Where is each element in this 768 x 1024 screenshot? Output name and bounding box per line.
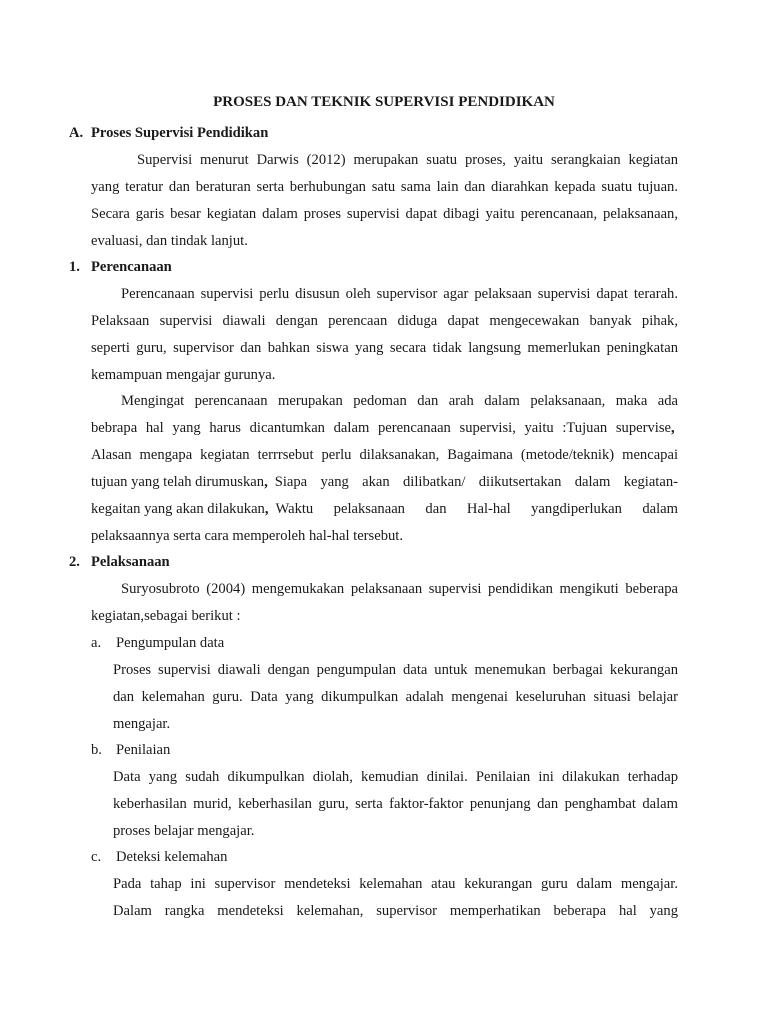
item-b-marker: b.	[91, 742, 102, 758]
bold-comma: ,	[264, 474, 268, 490]
bold-comma: ,	[671, 420, 675, 436]
section-2-marker: 2.	[69, 554, 80, 570]
section-2-intro-line: Suryosubroto (2004) mengemukakan pelaksanaan supervisi pendidikan mengikuti beberapa	[121, 581, 678, 597]
section-1-para2-line: Alasan mengapa kegiatan terrrsebut perlu dilaksanakan, Bagaimana (metode/teknik) mencapai	[91, 447, 678, 463]
section-a-para-line: yang teratur dan beraturan serta berhubungan satu sama lain dan diarahkan kepada suatu tujuan.	[91, 179, 678, 195]
section-a-para-line: Secara garis besar kegiatan dalam proses supervisi dapat dibagi yaitu perencanaan, pelaksanaan,	[91, 206, 678, 222]
section-2-intro-line: kegiatan,sebagai berikut :	[91, 608, 241, 624]
section-a-marker: A.	[69, 125, 84, 141]
section-1-para2-line-wrap	[91, 502, 678, 517]
section-1-para2-line-wrap	[91, 475, 678, 490]
section-1-para-line: kemampuan mengajar gurunya.	[91, 367, 276, 383]
bold-comma: ,	[264, 501, 269, 517]
section-1-para2-line: tujuan yang telah dirumuskan	[91, 474, 265, 490]
item-c-line: Pada tahap ini supervisor mendeteksi kelemahan atau kekurangan guru dalam mengajar.	[113, 876, 678, 892]
section-1-para2-line-wrap	[91, 421, 678, 436]
section-a-para-line: Supervisi menurut Darwis (2012) merupakan suatu proses, yaitu serangkaian kegiatan	[137, 152, 678, 168]
section-a-para-line: evaluasi, dan tindak lanjut.	[91, 233, 248, 249]
section-1-para-line: seperti guru, supervisor dan bahkan siswa yang secara tidak langsung memerlukan peningkatan	[91, 340, 678, 356]
item-b-label: Penilaian	[116, 742, 171, 758]
section-1-para-line: Perencanaan supervisi perlu disusun oleh supervisor agar pelaksaan supervisi dapat terarah.	[121, 286, 678, 302]
item-c-marker: c.	[91, 849, 102, 865]
section-2-heading: Pelaksanaan	[91, 554, 170, 570]
section-1-para2-line: pelaksaannya serta cara memperoleh hal-hal tersebut.	[91, 528, 403, 544]
section-1-para2-line: Mengingat perencanaan merupakan pedoman dan arah dalam pelaksanaan, maka ada	[121, 393, 678, 409]
item-a-marker: a.	[91, 635, 102, 651]
section-1-marker: 1.	[69, 259, 80, 275]
document-title: PROSES DAN TEKNIK SUPERVISI PENDIDIKAN	[213, 94, 555, 110]
section-1-para2-line: Waktu pelaksanaan dan Hal-hal yangdiperlukan dalam	[275, 501, 678, 517]
section-a-heading: Proses Supervisi Pendidikan	[91, 125, 269, 141]
section-1-para2-line: bebrapa hal yang harus dicantumkan dalam perencanaan supervisi, yaitu :Tujuan supervise	[91, 420, 671, 436]
section-1-heading: Perencanaan	[91, 259, 172, 275]
item-a-line: mengajar.	[113, 716, 171, 732]
section-1-para2-line: Siapa yang akan dilibatkan/ diikutsertakan dalam kegiatan-	[274, 474, 678, 490]
item-b-line: keberhasilan murid, keberhasilan guru, serta faktor-faktor penunjang dan penghambat dalam	[113, 796, 678, 812]
item-b-line: proses belajar mengajar.	[113, 823, 255, 839]
section-1-para2-line: kegaitan yang akan dilakukan	[91, 501, 265, 517]
item-c-label: Deteksi kelemahan	[116, 849, 228, 865]
item-a-line: dan kelemahan guru. Data yang dikumpulkan adalah mengenai keseluruhan situasi belajar	[113, 689, 678, 705]
section-1-para-line: Pelaksaan supervisi diawali dengan perencaan diduga dapat mengecewakan banyak pihak,	[91, 313, 678, 329]
item-a-line: Proses supervisi diawali dengan pengumpulan data untuk menemukan berbagai kekurangan	[113, 662, 678, 678]
item-c-line: Dalam rangka mendeteksi kelemahan, supervisor memperhatikan beberapa hal yang	[113, 903, 678, 919]
item-b-line: Data yang sudah dikumpulkan diolah, kemudian dinilai. Penilaian ini dilakukan terhadap	[113, 769, 678, 785]
item-a-label: Pengumpulan data	[116, 635, 225, 651]
